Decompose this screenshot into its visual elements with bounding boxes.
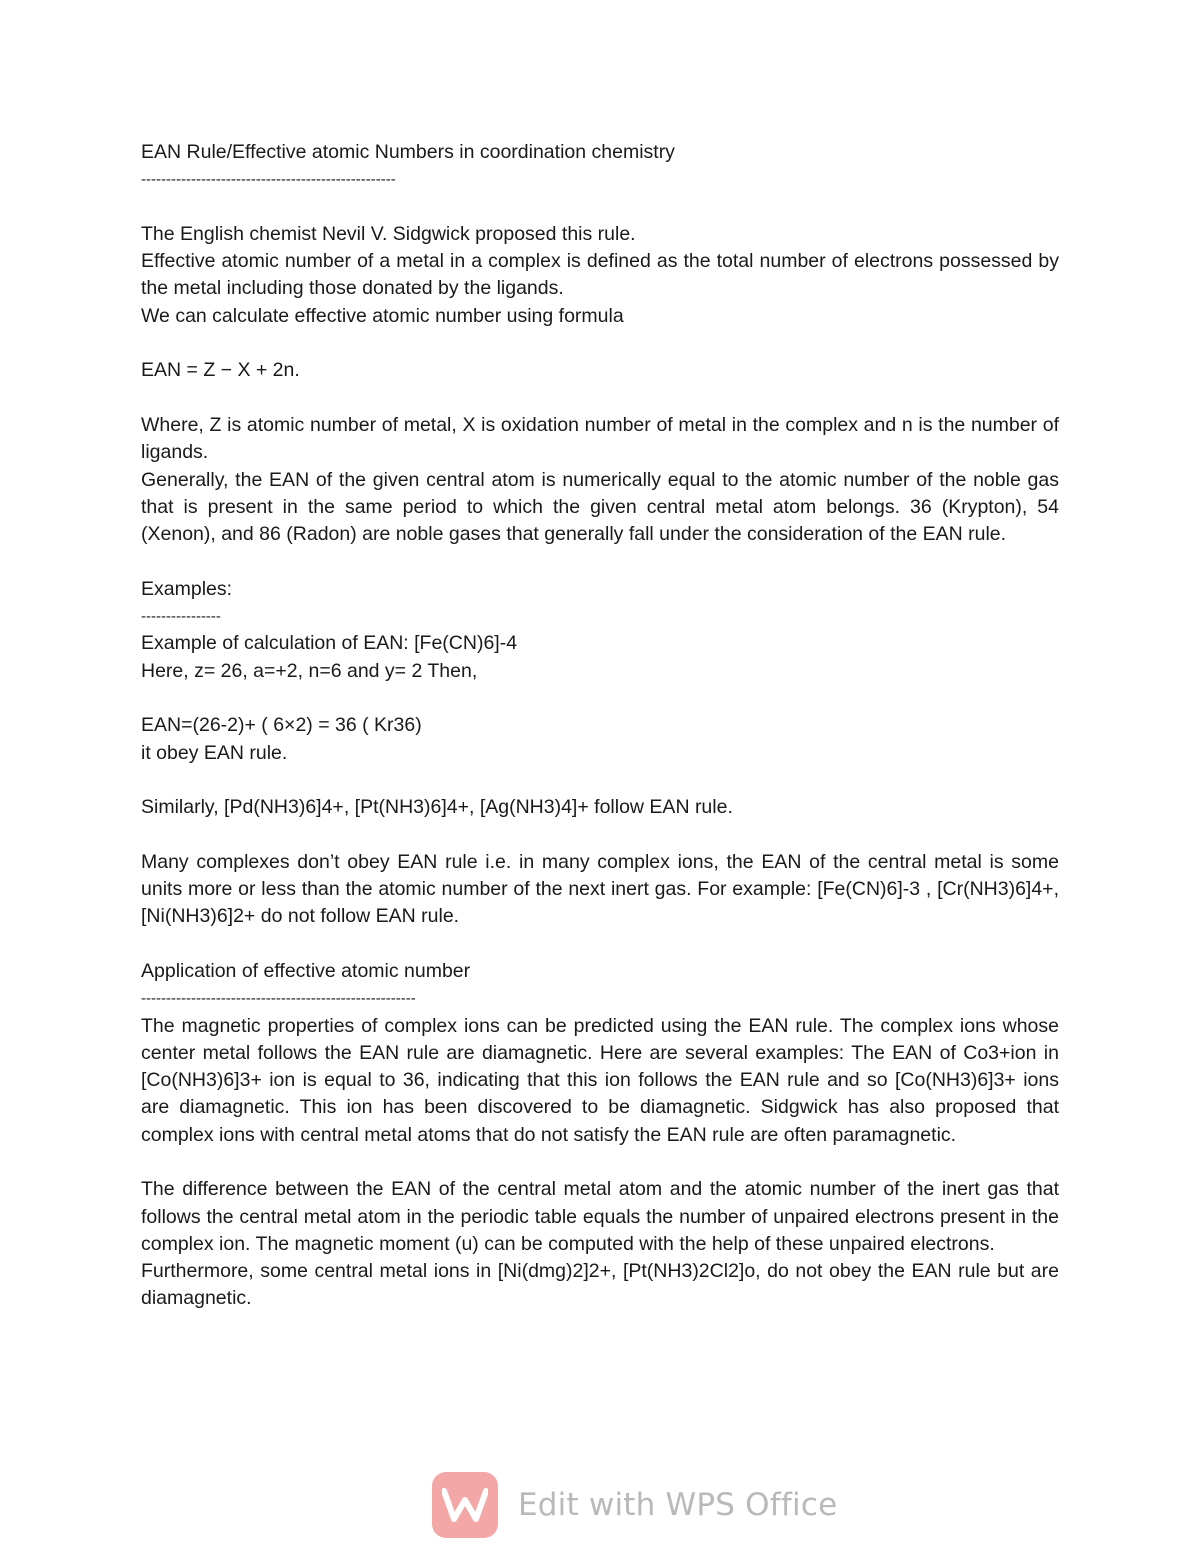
spacer bbox=[141, 685, 1059, 712]
furthermore-paragraph: Furthermore, some central metal ions in [Ni(dmg)2]2+, [Pt(NH3)2Cl2]o, do not obey the EAN rule but are diamagnetic. bbox=[141, 1260, 1059, 1310]
intro-paragraph-3: We can calculate effective atomic number using formula bbox=[141, 304, 624, 327]
spacer bbox=[141, 385, 1059, 412]
generally-paragraph: Generally, the EAN of the given central atom is numerically equal to the atomic number of the noble gas that is present in the same period to which the given central metal atom belongs. 36 (Krypton), 54 (Xenon), and 86 (Radon) are noble gases that generally fall under the consideration of the EAN rule. bbox=[141, 468, 1059, 546]
examples-underline: ---------------- bbox=[141, 608, 221, 626]
example-values: Here, z= 26, a=+2, n=6 and y= 2 Then, bbox=[141, 659, 478, 682]
examples-heading: Examples: bbox=[141, 577, 233, 600]
spacer bbox=[141, 1149, 1059, 1176]
application-heading: Application of effective atomic number bbox=[141, 959, 471, 982]
document-title: EAN Rule/Effective atomic Numbers in coordination chemistry bbox=[141, 141, 675, 163]
spacer bbox=[141, 821, 1059, 848]
spacer bbox=[141, 330, 1059, 357]
example-conclusion: it obey EAN rule. bbox=[141, 741, 288, 764]
exceptions-paragraph: Many complexes don’t obey EAN rule i.e. in many complex ions, the EAN of the central metal is some units more or less than the atomic number of the next inert gas. For example: [Fe(CN)6]-3 , [Cr(NH3)6]4+,[Ni(NH3)6]2+ do not follow EAN rule. bbox=[141, 850, 1059, 928]
intro-paragraph-1: The English chemist Nevil V. Sidgwick proposed this rule. bbox=[141, 222, 636, 245]
wps-watermark-text: Edit with WPS Office bbox=[518, 1487, 838, 1523]
similarly-paragraph: Similarly, [Pd(NH3)6]4+, [Pt(NH3)6]4+, [Ag(NH3)4]+ follow EAN rule. bbox=[141, 796, 733, 819]
title-underline: --------------------------------------------------- bbox=[141, 171, 396, 189]
magnetic-paragraph: The magnetic properties of complex ions can be predicted using the EAN rule. The complex ions whose center metal follows the EAN rule are diamagnetic. Here are several examples: The EAN of Co3+ion in [Co(NH3)6]3+ ion is equal to 36, indicating that this ion follows the EAN rule and so [Co(NH3)6]3+ ions are diamagnetic. This ion has been discovered to be diamagnetic. Sidgwick has also proposed that complex ions with central metal atoms that do not satisfy the EAN rule are often paramagnetic. bbox=[141, 1014, 1059, 1146]
spacer bbox=[141, 548, 1059, 575]
ean-formula: EAN = Z − X + 2n. bbox=[141, 359, 300, 382]
spacer bbox=[141, 767, 1059, 794]
example-ean-result: EAN=(26-2)+ ( 6×2) = 36 ( Kr36) bbox=[141, 714, 422, 737]
spacer bbox=[141, 931, 1059, 958]
application-underline: ------------------------------------------------------- bbox=[141, 990, 416, 1008]
difference-paragraph: The difference between the EAN of the central metal atom and the atomic number of the inert gas that follows the central metal atom in the periodic table equals the number of unpaired electrons present in the complex ion. The magnetic moment (u) can be computed with the help of these unpaired electrons. bbox=[141, 1178, 1059, 1255]
document-body bbox=[141, 139, 1059, 1313]
wps-logo-icon bbox=[432, 1472, 498, 1538]
spacer bbox=[141, 194, 1059, 221]
example-calculation: Example of calculation of EAN: [Fe(CN)6]-4 bbox=[141, 632, 518, 655]
wps-watermark[interactable] bbox=[432, 1471, 837, 1539]
intro-paragraph-2: Effective atomic number of a metal in a complex is defined as the total number of electrons possessed by the metal including those donated by the ligands. bbox=[141, 250, 1059, 300]
where-paragraph: Where, Z is atomic number of metal, X is oxidation number of metal in the complex and n is the number of ligands. bbox=[141, 413, 1059, 464]
